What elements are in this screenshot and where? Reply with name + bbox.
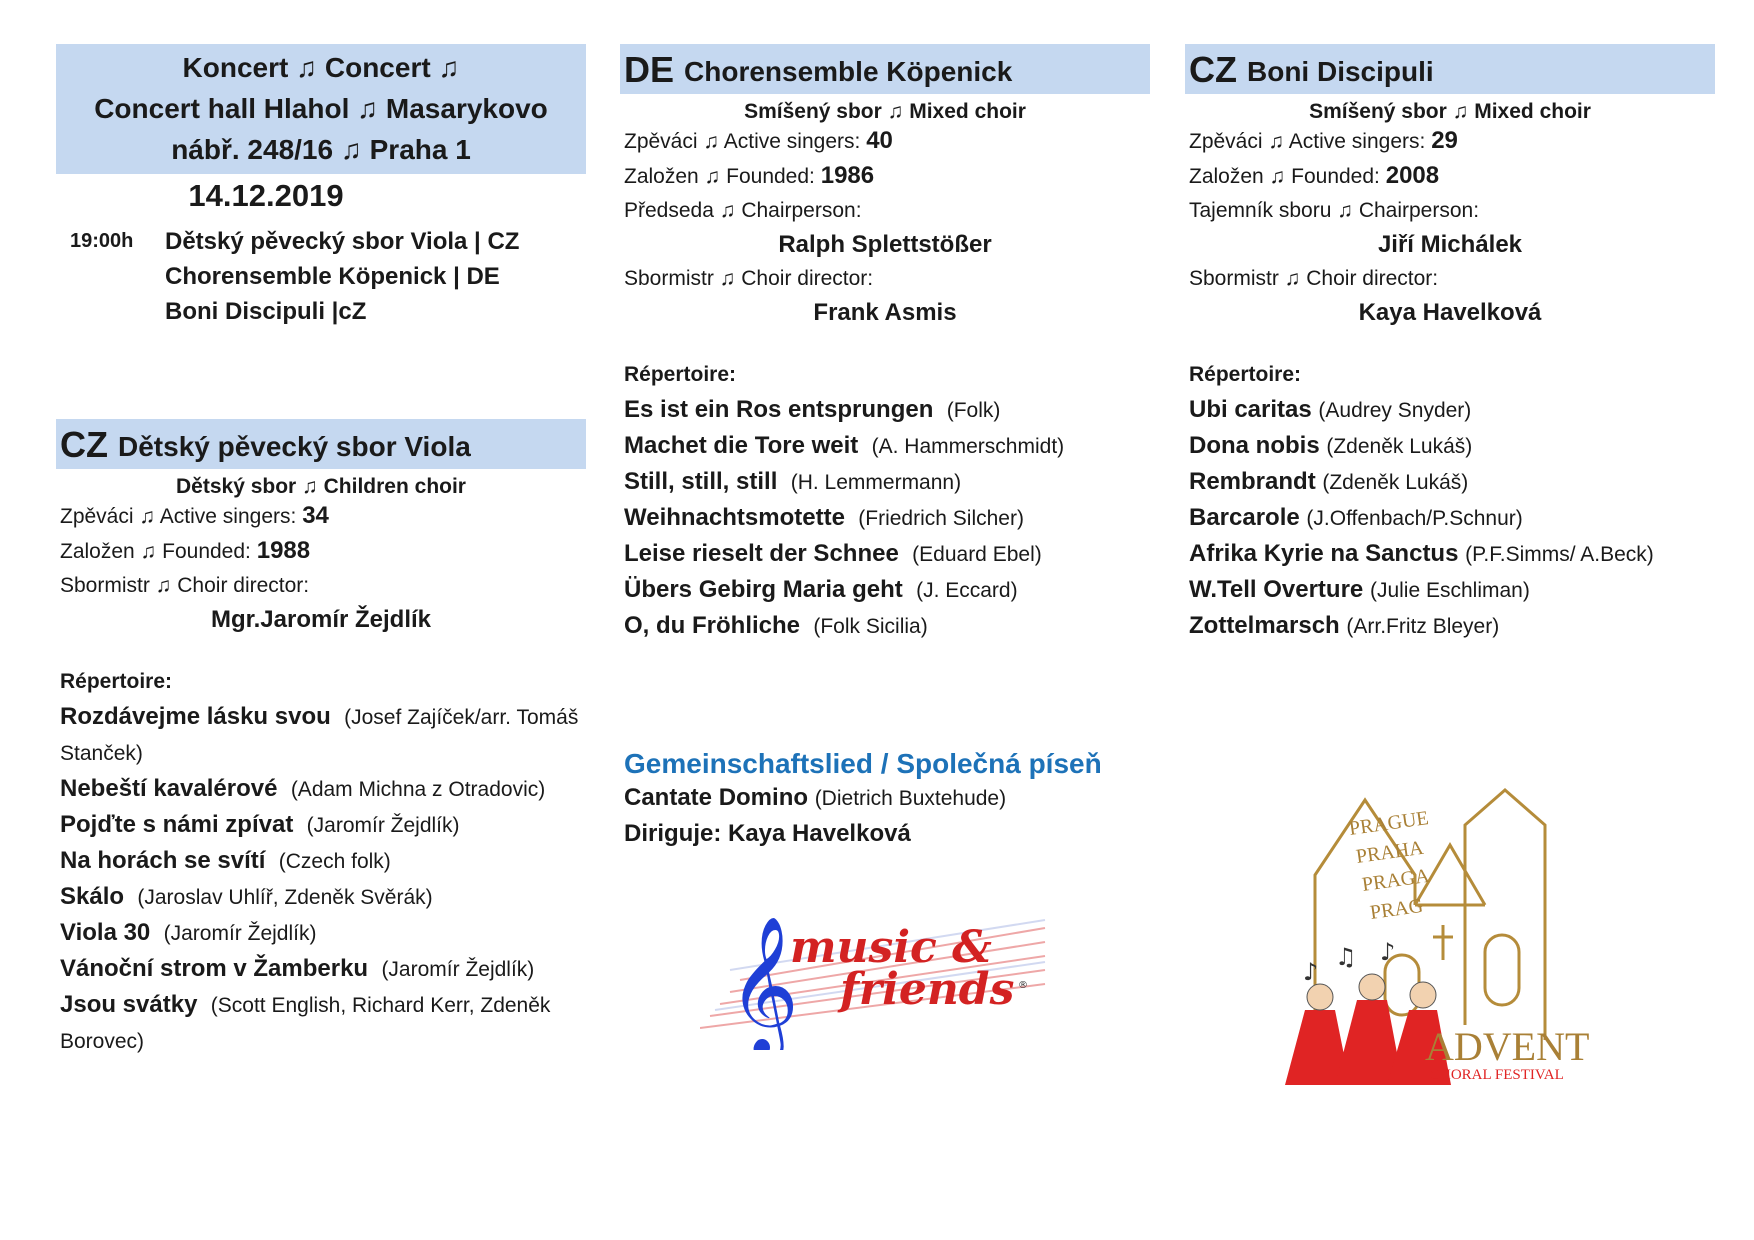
song-item: Skálo (Jaroslav Uhlíř, Zdeněk Svěrák) [60,883,433,910]
column-viola [56,44,586,1059]
director-name: Kaya Havelková [1358,299,1542,326]
choir-header-viola [56,419,586,469]
song-item: Barcarole (J.Offenbach/P.Schnur) [1189,504,1523,531]
repertoire-list [1185,392,1715,644]
director-name: Mgr.Jaromír Žejdlík [210,606,432,633]
song-item: Nebeští kavalérové (Adam Michna z Otradovic) [60,775,546,802]
song-item: Rembrandt (Zdeněk Lukáš) [1189,468,1469,495]
svg-text:♫: ♫ [1335,943,1357,971]
column-kopenick [620,44,1150,851]
country-code: CZ [1189,49,1237,90]
advent-festival-logo [1275,785,1605,1105]
founded-row: Založen ♫ Founded: 1988 [60,537,311,564]
song-item: Leise rieselt der Schnee (Eduard Ebel) [624,540,1042,567]
treble-clef-icon: 𝄞 [728,916,799,1050]
song-item: Pojďte s námi zpívat (Jaromír Žejdlík) [60,811,460,838]
director-name: Frank Asmis [813,299,957,326]
song-item: Jsou svátky (Scott English, Richard Kerr, Zdeněk Borovec) [60,991,551,1053]
song-item: Still, still, still (H. Lemmermann) [624,468,962,495]
singers-value: 29 [1431,127,1458,154]
concert-line-3: nábř. 248/16 ♫ Praha 1 [171,134,471,165]
repertoire-label: Répertoire: [60,670,173,693]
song-item: Rozdávejme lásku svou (Josef Zajíček/arr. Tomáš Stanček) [60,703,579,765]
singers-value: 40 [866,127,893,154]
chair-label: Tajemník sboru ♫ Chairperson: [1189,199,1480,222]
joint-conductor: Diriguje: Kaya Havelková [624,820,911,847]
chair-name: Ralph Splettstößer [778,231,992,258]
founded-row: Založen ♫ Founded: 2008 [1189,162,1440,189]
song-item: Zottelmarsch (Arr.Fritz Bleyer) [1189,612,1500,639]
founded-value: 2008 [1385,162,1440,189]
song-item: Afrika Kyrie na Sanctus (P.F.Simms/ A.Beck) [1189,540,1654,567]
song-item: Viola 30 (Jaromír Žejdlík) [60,919,317,946]
country-code: DE [624,49,675,90]
advent-title: ADVENT [1425,1024,1590,1069]
choir-type: Smíšený sbor ♫ Mixed choir [1309,100,1591,123]
chair-name: Jiří Michálek [1377,231,1523,258]
concert-header [56,44,586,174]
singers-value: 34 [302,502,329,529]
city-praga: PRAGA [1360,864,1431,896]
choir-name: Dětský pěvecký sbor Viola [118,431,471,462]
repertoire-label: Répertoire: [624,363,737,386]
founded-row: Založen ♫ Founded: 1986 [624,162,875,189]
choir-name: Boni Discipuli [1247,56,1434,87]
advent-subtitle: CHORAL FESTIVAL [1430,1067,1564,1083]
song-item: Machet die Tore weit (A. Hammerschmidt) [624,432,1065,459]
repertoire-label: Répertoire: [1189,363,1302,386]
singers-row: Zpěváci ♫ Active singers: 34 [60,502,329,529]
choir-name: Chorensemble Köpenick [684,56,1013,87]
song-item: O, du Fröhliche (Folk Sicilia) [624,612,928,639]
svg-text:♪: ♪ [1380,938,1396,966]
program-act: Chorensemble Köpenick | DE [165,263,500,290]
logo-text-line1: music & [790,922,992,973]
column-boni-discipuli [1185,44,1715,644]
city-prag: PRAG [1368,894,1425,924]
joint-song: Cantate Domino (Dietrich Buxtehude) [624,784,1007,811]
program-act: Boni Discipuli |cZ [165,298,367,325]
repertoire-list [56,699,586,1059]
founded-value: 1988 [256,537,311,564]
joint-song-title: Gemeinschaftslied / Společná píseň [624,748,1102,779]
singers-row: Zpěváci ♫ Active singers: 29 [1189,127,1458,154]
repertoire-list [620,392,1150,644]
director-label: Sbormistr ♫ Choir director: [1189,267,1439,290]
logo-text-line2: friends [840,964,1015,1015]
song-item: Vánoční strom v Žamberku (Jaromír Žejdlík) [60,955,535,982]
choir-header-boni [1185,44,1715,94]
song-item: Dona nobis (Zdeněk Lukáš) [1189,432,1473,459]
choir-header-kopenick [620,44,1150,94]
song-item: Es ist ein Ros entsprungen (Folk) [624,396,1001,423]
song-item: Übers Gebirg Maria geht (J. Eccard) [624,576,1018,603]
svg-text:♪: ♪ [1303,958,1319,986]
song-item: Weihnachtsmotette (Friedrich Silcher) [624,504,1024,531]
choir-type: Dětský sbor ♫ Children choir [176,475,466,498]
choir-type: Smíšený sbor ♫ Mixed choir [744,100,1026,123]
concert-line-1: Koncert ♫ Concert ♫ [182,52,460,83]
song-item: Na horách se svítí (Czech folk) [60,847,391,874]
song-item: Ubi caritas (Audrey Snyder) [1189,396,1472,423]
singers-row: Zpěváci ♫ Active singers: 40 [624,127,893,154]
music-friends-logo [700,900,1050,1050]
concert-line-2: Concert hall Hlahol ♫ Masarykovo [94,93,548,124]
founded-value: 1986 [820,162,875,189]
program-time: 19:00h [70,230,134,252]
city-prague: PRAGUE [1347,807,1430,840]
director-label: Sbormistr ♫ Choir director: [60,574,310,597]
country-code: CZ [60,424,108,465]
director-label: Sbormistr ♫ Choir director: [624,267,874,290]
song-item: W.Tell Overture (Julie Eschliman) [1189,576,1530,603]
registered-mark: ® [1018,980,1028,991]
program [56,224,586,329]
concert-date: 14.12.2019 [188,178,344,213]
program-act: Dětský pěvecký sbor Viola | CZ [165,228,520,255]
city-praha: PRAHA [1354,836,1425,868]
chair-label: Předseda ♫ Chairperson: [624,199,862,222]
